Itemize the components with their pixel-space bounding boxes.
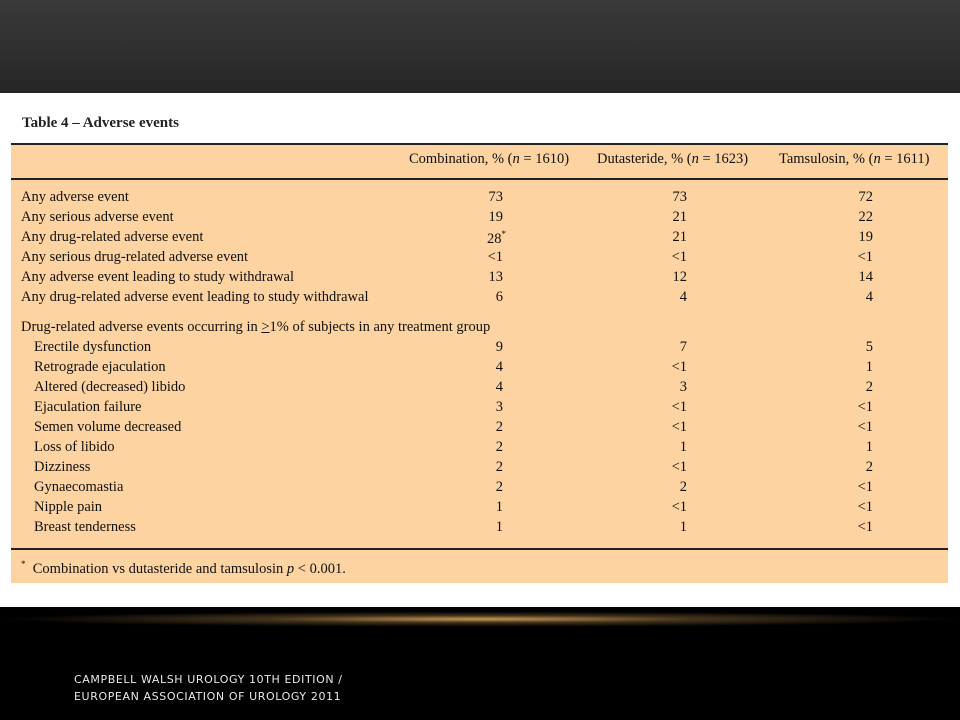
top-band bbox=[0, 0, 960, 93]
table-row bbox=[11, 399, 948, 419]
value-dutasteride: <1 bbox=[671, 249, 687, 265]
row-label: Any adverse event bbox=[21, 189, 129, 205]
row-label: Any serious adverse event bbox=[21, 209, 174, 225]
value-combination: 2 bbox=[495, 479, 503, 495]
value-combination: 9 bbox=[495, 339, 503, 355]
value-tamsulosin: <1 bbox=[857, 399, 873, 415]
value-tamsulosin: 1 bbox=[865, 439, 873, 455]
value-combination: 3 bbox=[495, 399, 503, 415]
row-label: Semen volume decreased bbox=[34, 419, 182, 435]
value-combination: 4 bbox=[495, 379, 503, 395]
row-label: Dizziness bbox=[34, 459, 91, 475]
value-combination: 13 bbox=[488, 269, 503, 285]
value-tamsulosin: <1 bbox=[857, 479, 873, 495]
table-row bbox=[11, 229, 948, 249]
slide-content bbox=[0, 93, 960, 607]
table-row bbox=[11, 289, 948, 309]
table-row bbox=[11, 379, 948, 399]
value-tamsulosin: <1 bbox=[857, 419, 873, 435]
row-label: Any adverse event leading to study withdrawal bbox=[21, 269, 295, 285]
source-line-2: EUROPEAN ASSOCIATION OF UROLOGY 2011 bbox=[74, 690, 342, 703]
value-dutasteride: 7 bbox=[679, 339, 687, 355]
table-row bbox=[11, 519, 948, 539]
value-tamsulosin: 19 bbox=[858, 229, 873, 245]
row-label: Ejaculation failure bbox=[34, 399, 142, 415]
column-header-dutasteride: Dutasteride, % (n = 1623) bbox=[597, 151, 749, 167]
value-combination: 2 bbox=[495, 419, 503, 435]
value-tamsulosin: 22 bbox=[858, 209, 873, 225]
value-dutasteride: 12 bbox=[672, 269, 687, 285]
value-tamsulosin: 2 bbox=[865, 379, 873, 395]
column-header-combination: Combination, % (n = 1610) bbox=[409, 151, 570, 167]
value-combination: 2 bbox=[495, 439, 503, 455]
value-combination: 28* bbox=[487, 229, 506, 247]
value-combination: 6 bbox=[495, 289, 503, 305]
row-label: Breast tenderness bbox=[34, 519, 136, 535]
value-dutasteride: 21 bbox=[672, 209, 687, 225]
table-row bbox=[11, 439, 948, 459]
value-dutasteride: <1 bbox=[671, 419, 687, 435]
value-dutasteride: <1 bbox=[671, 459, 687, 475]
value-dutasteride: <1 bbox=[671, 359, 687, 375]
value-combination: 2 bbox=[495, 459, 503, 475]
value-dutasteride: <1 bbox=[671, 399, 687, 415]
row-label: Any serious drug-related adverse event bbox=[21, 249, 249, 265]
row-label: Erectile dysfunction bbox=[34, 339, 152, 355]
table-row bbox=[11, 359, 948, 379]
row-label: Nipple pain bbox=[34, 499, 103, 515]
value-dutasteride: 21 bbox=[672, 229, 687, 245]
table-row bbox=[11, 209, 948, 229]
value-tamsulosin: 5 bbox=[865, 339, 873, 355]
table-row bbox=[11, 189, 948, 209]
adverse-events-table bbox=[11, 143, 948, 583]
source-line-1: CAMPBELL WALSH UROLOGY 10TH EDITION / bbox=[74, 673, 343, 686]
greater-equal-symbol: > bbox=[261, 319, 270, 335]
footnote-divider bbox=[11, 548, 948, 550]
value-tamsulosin: 2 bbox=[865, 459, 873, 475]
value-dutasteride: 1 bbox=[679, 439, 687, 455]
value-combination: 4 bbox=[495, 359, 503, 375]
row-label: Gynaecomastia bbox=[34, 479, 124, 495]
value-dutasteride: 4 bbox=[679, 289, 687, 305]
row-label: Any drug-related adverse event leading to study withdrawal bbox=[21, 289, 369, 305]
row-label: Any drug-related adverse event bbox=[21, 229, 204, 245]
table-header bbox=[11, 143, 948, 180]
value-tamsulosin: 1 bbox=[865, 359, 873, 375]
table-row bbox=[11, 499, 948, 519]
table-row bbox=[11, 339, 948, 359]
decorative-glow-bar bbox=[0, 607, 960, 629]
row-label: Altered (decreased) libido bbox=[34, 379, 186, 395]
footnote-marker: * bbox=[21, 559, 26, 569]
value-combination: 19 bbox=[488, 209, 503, 225]
value-dutasteride: 1 bbox=[679, 519, 687, 535]
section-heading: Drug-related adverse events occurring in >1% of subjects in any treatment group bbox=[21, 319, 491, 335]
table-row bbox=[11, 479, 948, 499]
value-dutasteride: 2 bbox=[679, 479, 687, 495]
table-footnote: * Combination vs dutasteride and tamsulosin p < 0.001. bbox=[21, 559, 346, 577]
column-header-tamsulosin: Tamsulosin, % (n = 1611) bbox=[779, 151, 930, 167]
row-label: Retrograde ejaculation bbox=[34, 359, 166, 375]
value-combination: 1 bbox=[495, 519, 503, 535]
value-dutasteride: 73 bbox=[672, 189, 687, 205]
value-tamsulosin: 4 bbox=[865, 289, 873, 305]
value-tamsulosin: <1 bbox=[857, 519, 873, 535]
table-row bbox=[11, 269, 948, 289]
value-tamsulosin: 14 bbox=[858, 269, 873, 285]
value-tamsulosin: <1 bbox=[857, 499, 873, 515]
footnote-marker: * bbox=[501, 229, 506, 239]
value-dutasteride: 3 bbox=[679, 379, 687, 395]
value-combination: <1 bbox=[487, 249, 503, 265]
table-title: Table 4 – Adverse events bbox=[22, 115, 179, 131]
source-citation bbox=[74, 671, 343, 705]
table-row bbox=[11, 459, 948, 479]
value-tamsulosin: <1 bbox=[857, 249, 873, 265]
table-row bbox=[11, 419, 948, 439]
value-dutasteride: <1 bbox=[671, 499, 687, 515]
table-row bbox=[11, 249, 948, 269]
value-combination: 1 bbox=[495, 499, 503, 515]
value-tamsulosin: 72 bbox=[858, 189, 873, 205]
value-combination: 73 bbox=[488, 189, 503, 205]
row-label: Loss of libido bbox=[34, 439, 115, 455]
